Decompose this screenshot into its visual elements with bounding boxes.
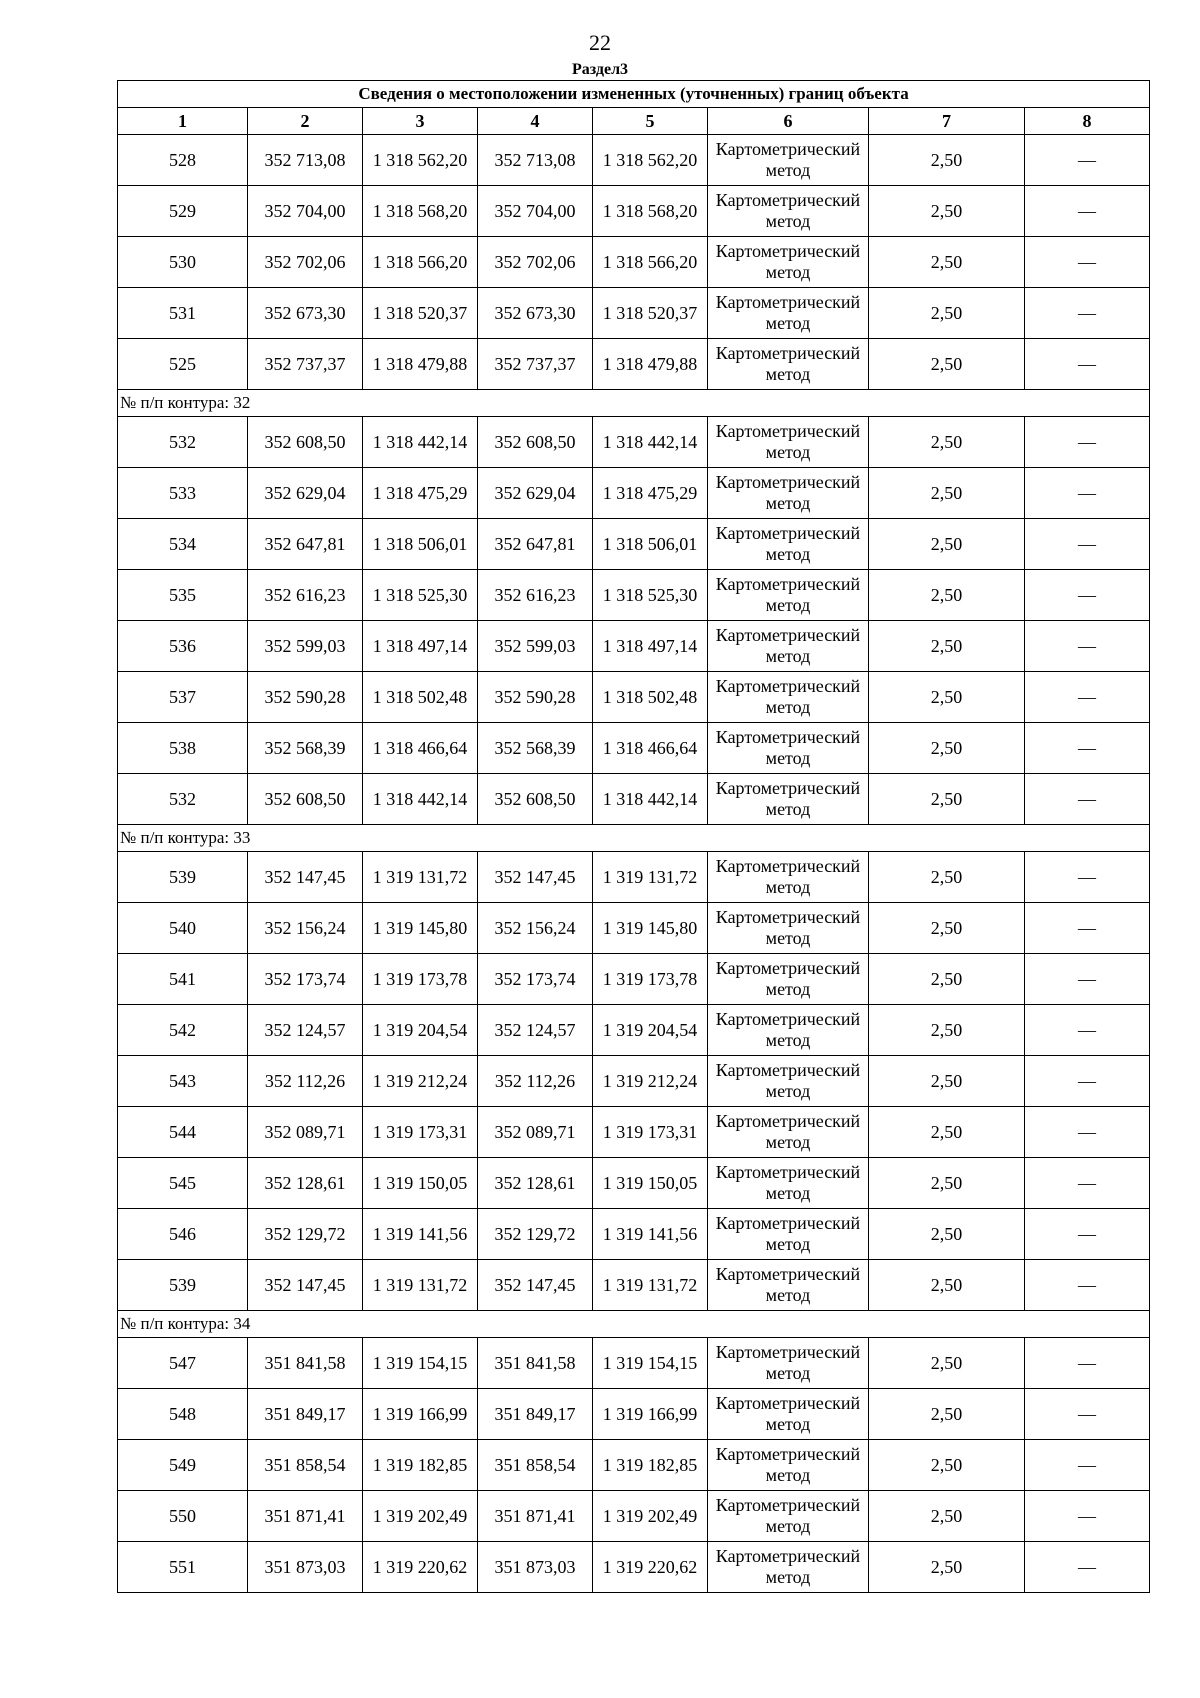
y-existing-cell: 1 319 212,24 [363,1056,478,1107]
point-number-cell: 551 [118,1542,248,1593]
table-row [118,570,1150,621]
table-row [118,1389,1150,1440]
y-new-cell: 1 318 442,14 [593,774,708,825]
x-new-cell: 352 112,26 [478,1056,593,1107]
x-new-cell: 352 737,37 [478,339,593,390]
y-existing-cell: 1 319 154,15 [363,1338,478,1389]
point-number-cell: 547 [118,1338,248,1389]
y-new-cell: 1 319 204,54 [593,1005,708,1056]
y-existing-cell: 1 319 131,72 [363,852,478,903]
x-existing-cell: 352 673,30 [248,288,363,339]
description-cell: — [1025,903,1150,954]
x-new-cell: 352 173,74 [478,954,593,1005]
y-new-cell: 1 318 568,20 [593,186,708,237]
point-number-cell: 538 [118,723,248,774]
accuracy-cell: 2,50 [869,339,1025,390]
table-caption: Сведения о местоположении измененных (уточненных) границ объекта [118,81,1150,108]
description-cell: — [1025,288,1150,339]
method-cell: Картометрический метод [708,1338,869,1389]
y-existing-cell: 1 318 566,20 [363,237,478,288]
table-row [118,1005,1150,1056]
point-number-cell: 532 [118,417,248,468]
x-new-cell: 352 590,28 [478,672,593,723]
accuracy-cell: 2,50 [869,903,1025,954]
y-new-cell: 1 318 506,01 [593,519,708,570]
point-number-cell: 537 [118,672,248,723]
y-new-cell: 1 319 141,56 [593,1209,708,1260]
y-new-cell: 1 319 131,72 [593,852,708,903]
accuracy-cell: 2,50 [869,1260,1025,1311]
x-existing-cell: 352 599,03 [248,621,363,672]
y-existing-cell: 1 318 497,14 [363,621,478,672]
description-cell: — [1025,135,1150,186]
y-existing-cell: 1 318 442,14 [363,417,478,468]
section-title: Раздел3 [571,61,629,78]
point-number-cell: 531 [118,288,248,339]
y-new-cell: 1 319 220,62 [593,1542,708,1593]
x-new-cell: 352 599,03 [478,621,593,672]
description-cell: — [1025,186,1150,237]
method-cell: Картометрический метод [708,519,869,570]
method-cell: Картометрический метод [708,1158,869,1209]
point-number-cell: 539 [118,1260,248,1311]
point-number-cell: 548 [118,1389,248,1440]
description-cell: — [1025,417,1150,468]
x-new-cell: 352 129,72 [478,1209,593,1260]
y-new-cell: 1 318 442,14 [593,417,708,468]
y-new-cell: 1 319 212,24 [593,1056,708,1107]
method-cell: Картометрический метод [708,723,869,774]
x-existing-cell: 351 873,03 [248,1542,363,1593]
table-row [118,1209,1150,1260]
x-existing-cell: 352 608,50 [248,417,363,468]
y-existing-cell: 1 319 202,49 [363,1491,478,1542]
table-row [118,288,1150,339]
x-existing-cell: 352 608,50 [248,774,363,825]
description-cell: — [1025,237,1150,288]
table-row [118,723,1150,774]
y-existing-cell: 1 318 502,48 [363,672,478,723]
y-new-cell: 1 319 150,05 [593,1158,708,1209]
x-existing-cell: 352 590,28 [248,672,363,723]
x-new-cell: 352 608,50 [478,774,593,825]
method-cell: Картометрический метод [708,288,869,339]
y-existing-cell: 1 318 506,01 [363,519,478,570]
x-existing-cell: 352 147,45 [248,1260,363,1311]
method-cell: Картометрический метод [708,954,869,1005]
x-existing-cell: 351 849,17 [248,1389,363,1440]
description-cell: — [1025,1107,1150,1158]
accuracy-cell: 2,50 [869,1491,1025,1542]
point-number-cell: 525 [118,339,248,390]
table-row [118,621,1150,672]
y-new-cell: 1 319 145,80 [593,903,708,954]
y-new-cell: 1 319 182,85 [593,1440,708,1491]
y-existing-cell: 1 319 150,05 [363,1158,478,1209]
column-header: 7 [869,108,1025,135]
y-existing-cell: 1 319 204,54 [363,1005,478,1056]
table-caption-row [118,81,1150,108]
table-row [118,954,1150,1005]
method-cell: Картометрический метод [708,1491,869,1542]
table-row [118,417,1150,468]
accuracy-cell: 2,50 [869,1158,1025,1209]
method-cell: Картометрический метод [708,1440,869,1491]
table-row [118,1338,1150,1389]
y-new-cell: 1 319 173,31 [593,1107,708,1158]
accuracy-cell: 2,50 [869,519,1025,570]
point-number-cell: 546 [118,1209,248,1260]
y-existing-cell: 1 319 173,78 [363,954,478,1005]
method-cell: Картометрический метод [708,186,869,237]
column-header: 1 [118,108,248,135]
y-existing-cell: 1 319 141,56 [363,1209,478,1260]
x-existing-cell: 352 616,23 [248,570,363,621]
table-row [118,519,1150,570]
column-header: 6 [708,108,869,135]
y-new-cell: 1 318 520,37 [593,288,708,339]
method-cell: Картометрический метод [708,1389,869,1440]
page-number: 22 [589,30,611,55]
x-new-cell: 352 647,81 [478,519,593,570]
point-number-cell: 541 [118,954,248,1005]
x-existing-cell: 352 737,37 [248,339,363,390]
table-row [118,774,1150,825]
accuracy-cell: 2,50 [869,1440,1025,1491]
table-body [118,81,1150,1593]
x-existing-cell: 352 647,81 [248,519,363,570]
description-cell: — [1025,1005,1150,1056]
y-existing-cell: 1 318 479,88 [363,339,478,390]
accuracy-cell: 2,50 [869,1389,1025,1440]
table-row [118,135,1150,186]
description-cell: — [1025,852,1150,903]
accuracy-cell: 2,50 [869,621,1025,672]
point-number-cell: 533 [118,468,248,519]
contour-label: № п/п контура: 34 [118,1311,1150,1338]
y-new-cell: 1 318 497,14 [593,621,708,672]
x-existing-cell: 351 871,41 [248,1491,363,1542]
y-new-cell: 1 318 562,20 [593,135,708,186]
method-cell: Картометрический метод [708,468,869,519]
method-cell: Картометрический метод [708,1056,869,1107]
method-cell: Картометрический метод [708,1209,869,1260]
y-existing-cell: 1 319 220,62 [363,1542,478,1593]
y-new-cell: 1 319 154,15 [593,1338,708,1389]
description-cell: — [1025,1260,1150,1311]
point-number-cell: 532 [118,774,248,825]
table-row [118,1056,1150,1107]
x-new-cell: 352 128,61 [478,1158,593,1209]
y-new-cell: 1 318 479,88 [593,339,708,390]
x-new-cell: 352 568,39 [478,723,593,774]
y-existing-cell: 1 318 475,29 [363,468,478,519]
description-cell: — [1025,339,1150,390]
method-cell: Картометрический метод [708,1005,869,1056]
contour-label: № п/п контура: 32 [118,390,1150,417]
column-header: 8 [1025,108,1150,135]
accuracy-cell: 2,50 [869,186,1025,237]
point-number-cell: 542 [118,1005,248,1056]
method-cell: Картометрический метод [708,672,869,723]
accuracy-cell: 2,50 [869,135,1025,186]
x-new-cell: 352 124,57 [478,1005,593,1056]
description-cell: — [1025,1338,1150,1389]
x-existing-cell: 352 713,08 [248,135,363,186]
accuracy-cell: 2,50 [869,1338,1025,1389]
accuracy-cell: 2,50 [869,852,1025,903]
point-number-cell: 539 [118,852,248,903]
table-row [118,672,1150,723]
point-number-cell: 528 [118,135,248,186]
x-existing-cell: 351 841,58 [248,1338,363,1389]
x-existing-cell: 352 147,45 [248,852,363,903]
y-new-cell: 1 319 166,99 [593,1389,708,1440]
y-existing-cell: 1 319 131,72 [363,1260,478,1311]
point-number-cell: 535 [118,570,248,621]
point-number-cell: 545 [118,1158,248,1209]
boundary-coordinates-table [117,80,1150,1593]
y-existing-cell: 1 319 166,99 [363,1389,478,1440]
method-cell: Картометрический метод [708,1542,869,1593]
point-number-cell: 534 [118,519,248,570]
y-existing-cell: 1 319 182,85 [363,1440,478,1491]
table-row [118,468,1150,519]
accuracy-cell: 2,50 [869,723,1025,774]
description-cell: — [1025,1389,1150,1440]
method-cell: Картометрический метод [708,417,869,468]
accuracy-cell: 2,50 [869,1107,1025,1158]
accuracy-cell: 2,50 [869,1209,1025,1260]
accuracy-cell: 2,50 [869,468,1025,519]
x-existing-cell: 352 124,57 [248,1005,363,1056]
description-cell: — [1025,468,1150,519]
x-existing-cell: 352 173,74 [248,954,363,1005]
x-new-cell: 352 147,45 [478,852,593,903]
y-new-cell: 1 319 173,78 [593,954,708,1005]
table-row [118,1542,1150,1593]
description-cell: — [1025,774,1150,825]
description-cell: — [1025,570,1150,621]
x-existing-cell: 352 089,71 [248,1107,363,1158]
description-cell: — [1025,621,1150,672]
table-row [118,1260,1150,1311]
point-number-cell: 529 [118,186,248,237]
table-row [118,852,1150,903]
method-cell: Картометрический метод [708,1260,869,1311]
contour-row [118,390,1150,417]
y-new-cell: 1 318 475,29 [593,468,708,519]
x-new-cell: 352 702,06 [478,237,593,288]
x-existing-cell: 352 629,04 [248,468,363,519]
y-existing-cell: 1 319 173,31 [363,1107,478,1158]
y-new-cell: 1 318 525,30 [593,570,708,621]
point-number-cell: 550 [118,1491,248,1542]
x-new-cell: 352 608,50 [478,417,593,468]
x-existing-cell: 352 112,26 [248,1056,363,1107]
x-new-cell: 352 673,30 [478,288,593,339]
point-number-cell: 530 [118,237,248,288]
x-existing-cell: 352 568,39 [248,723,363,774]
description-cell: — [1025,672,1150,723]
y-existing-cell: 1 318 568,20 [363,186,478,237]
point-number-cell: 543 [118,1056,248,1107]
y-new-cell: 1 318 466,64 [593,723,708,774]
table-row [118,1158,1150,1209]
description-cell: — [1025,1491,1150,1542]
y-existing-cell: 1 318 562,20 [363,135,478,186]
x-new-cell: 352 704,00 [478,186,593,237]
description-cell: — [1025,1056,1150,1107]
y-new-cell: 1 319 131,72 [593,1260,708,1311]
accuracy-cell: 2,50 [869,417,1025,468]
x-new-cell: 351 849,17 [478,1389,593,1440]
y-existing-cell: 1 318 466,64 [363,723,478,774]
x-new-cell: 352 616,23 [478,570,593,621]
accuracy-cell: 2,50 [869,1005,1025,1056]
accuracy-cell: 2,50 [869,288,1025,339]
point-number-cell: 549 [118,1440,248,1491]
y-existing-cell: 1 318 525,30 [363,570,478,621]
table-row [118,237,1150,288]
x-new-cell: 351 841,58 [478,1338,593,1389]
y-new-cell: 1 318 502,48 [593,672,708,723]
accuracy-cell: 2,50 [869,570,1025,621]
x-existing-cell: 352 704,00 [248,186,363,237]
x-new-cell: 351 858,54 [478,1440,593,1491]
table-row [118,903,1150,954]
x-new-cell: 352 629,04 [478,468,593,519]
x-existing-cell: 352 129,72 [248,1209,363,1260]
contour-row [118,1311,1150,1338]
x-existing-cell: 352 156,24 [248,903,363,954]
table-row [118,1491,1150,1542]
y-new-cell: 1 318 566,20 [593,237,708,288]
method-cell: Картометрический метод [708,903,869,954]
x-new-cell: 351 873,03 [478,1542,593,1593]
accuracy-cell: 2,50 [869,1056,1025,1107]
contour-label: № п/п контура: 33 [118,825,1150,852]
description-cell: — [1025,519,1150,570]
method-cell: Картометрический метод [708,774,869,825]
accuracy-cell: 2,50 [869,774,1025,825]
column-header: 2 [248,108,363,135]
method-cell: Картометрический метод [708,339,869,390]
method-cell: Картометрический метод [708,1107,869,1158]
table-row [118,186,1150,237]
x-existing-cell: 351 858,54 [248,1440,363,1491]
method-cell: Картометрический метод [708,852,869,903]
method-cell: Картометрический метод [708,237,869,288]
description-cell: — [1025,1158,1150,1209]
point-number-cell: 536 [118,621,248,672]
accuracy-cell: 2,50 [869,237,1025,288]
y-existing-cell: 1 318 442,14 [363,774,478,825]
x-new-cell: 351 871,41 [478,1491,593,1542]
point-number-cell: 544 [118,1107,248,1158]
x-existing-cell: 352 128,61 [248,1158,363,1209]
x-new-cell: 352 713,08 [478,135,593,186]
y-existing-cell: 1 319 145,80 [363,903,478,954]
table-row [118,339,1150,390]
column-number-row [118,108,1150,135]
x-new-cell: 352 156,24 [478,903,593,954]
description-cell: — [1025,723,1150,774]
contour-row [118,825,1150,852]
accuracy-cell: 2,50 [869,954,1025,1005]
description-cell: — [1025,1542,1150,1593]
x-new-cell: 352 147,45 [478,1260,593,1311]
description-cell: — [1025,954,1150,1005]
y-new-cell: 1 319 202,49 [593,1491,708,1542]
x-existing-cell: 352 702,06 [248,237,363,288]
point-number-cell: 540 [118,903,248,954]
column-header: 5 [593,108,708,135]
accuracy-cell: 2,50 [869,1542,1025,1593]
table-row [118,1107,1150,1158]
x-new-cell: 352 089,71 [478,1107,593,1158]
accuracy-cell: 2,50 [869,672,1025,723]
column-header: 3 [363,108,478,135]
method-cell: Картометрический метод [708,621,869,672]
method-cell: Картометрический метод [708,570,869,621]
method-cell: Картометрический метод [708,135,869,186]
table-row [118,1440,1150,1491]
column-header: 4 [478,108,593,135]
description-cell: — [1025,1440,1150,1491]
description-cell: — [1025,1209,1150,1260]
y-existing-cell: 1 318 520,37 [363,288,478,339]
